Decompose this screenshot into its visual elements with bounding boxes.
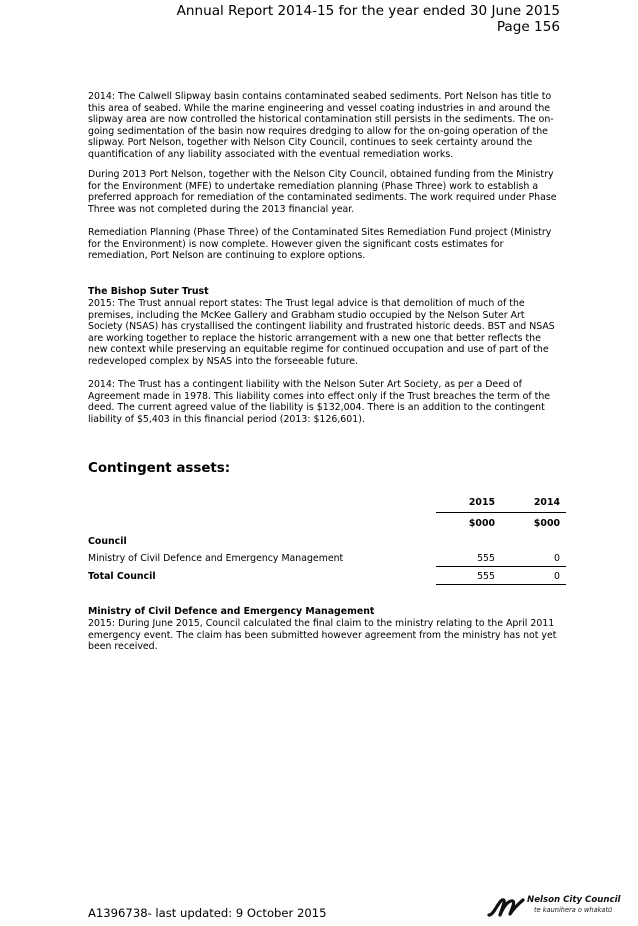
bishop-suter-2014-paragraph: 2014: The Trust has a contingent liability with the Nelson Suter Art Society, as per a Deed of Agreement made in 1978. This liability comes into effect only if the Trust breaches the term of the deed. The current agreed value of the liability is $132,004. There is an addition to the contingent liability of $5,403 in this financial period (2013: $126,601). xyxy=(88,379,551,425)
row-civil-defence-2014: 0 xyxy=(554,553,560,564)
page-number: Page 156 xyxy=(496,19,560,35)
civil-defence-paragraph: 2015: During June 2015, Council calculated the final claim to the ministry relating to the April 2011 emergency event. The claim has been submitted however agreement from the ministry has not yet been received. xyxy=(88,618,557,652)
bishop-suter-2015-paragraph: 2015: The Trust annual report states: The Trust legal advice is that demolition of much of the premises, including the McKee Gallery and Grabham studio occupied by the Nelson Suter Art Society (NSAS) has crystallised the contingent liability and frustrated historic deeds. BST and NSAS are working together to replace the historic arrangement with a new one that better reflects the new context while preserving an equitable regime for continued occupation and use of part of the redeveloped complex by NSAS into the forseeable future. xyxy=(88,298,555,367)
unit-header-2015: $000 xyxy=(468,518,495,529)
logo-title: Nelson City Council xyxy=(527,895,621,905)
calwell-paragraph: 2014: The Calwell Slipway basin contains contaminated seabed sediments. Port Nelson has title to this area of seabed. While the marine engineering and vessel coating industries in and around the slipway area are now controlled the historical contamination still persists in the sediments. The on-going sedimentation of the basin now requires dredging to allow for the on-going operation of the slipway. Port Nelson, together with Nelson City Council, continues to seek certainty around the quantification of any liability associated with the eventual remediation works. xyxy=(88,91,554,160)
document-reference: A1396738- last updated: 9 October 2015 xyxy=(88,906,327,920)
table-bottom-rule xyxy=(436,584,566,585)
mfe-funding-paragraph: During 2013 Port Nelson, together with the Nelson City Council, obtained funding from the Ministry for the Environment (MFE) to undertake remediation planning (Phase Three) work to establish a preferred approach for remediation of the contaminated sediments. The work required under Phase Three was not completed during the 2013 financial year. xyxy=(88,169,557,215)
logo-subtitle: te kaunihera o whakatū xyxy=(534,906,613,914)
contingent-assets-heading: Contingent assets: xyxy=(88,461,231,476)
column-header-2014: 2014 xyxy=(533,497,560,508)
report-title: Annual Report 2014-15 for the year ended 30 June 2015 xyxy=(176,3,560,19)
total-divider xyxy=(436,566,566,567)
row-label-total-council: Total Council xyxy=(88,571,156,582)
civil-defence-heading: Ministry of Civil Defence and Emergency Management xyxy=(88,606,375,617)
row-total-2015: 555 xyxy=(477,571,495,582)
bishop-suter-heading: The Bishop Suter Trust xyxy=(88,286,209,297)
council-logo-mark-icon xyxy=(487,893,525,919)
row-label-civil-defence: Ministry of Civil Defence and Emergency Management xyxy=(88,553,344,564)
row-civil-defence-2015: 555 xyxy=(477,553,495,564)
group-label-council: Council xyxy=(88,536,127,547)
column-header-2015: 2015 xyxy=(468,497,495,508)
header-divider xyxy=(436,512,566,513)
unit-header-2014: $000 xyxy=(533,518,560,529)
nelson-city-council-logo xyxy=(487,893,627,919)
row-total-2014: 0 xyxy=(554,571,560,582)
page-header xyxy=(177,3,560,35)
remediation-planning-paragraph: Remediation Planning (Phase Three) of the Contaminated Sites Remediation Fund project (Ministry for the Environment) is now complete. However given the significant costs estimates for remediation, Port Nelson are continuing to explore options. xyxy=(88,227,552,261)
